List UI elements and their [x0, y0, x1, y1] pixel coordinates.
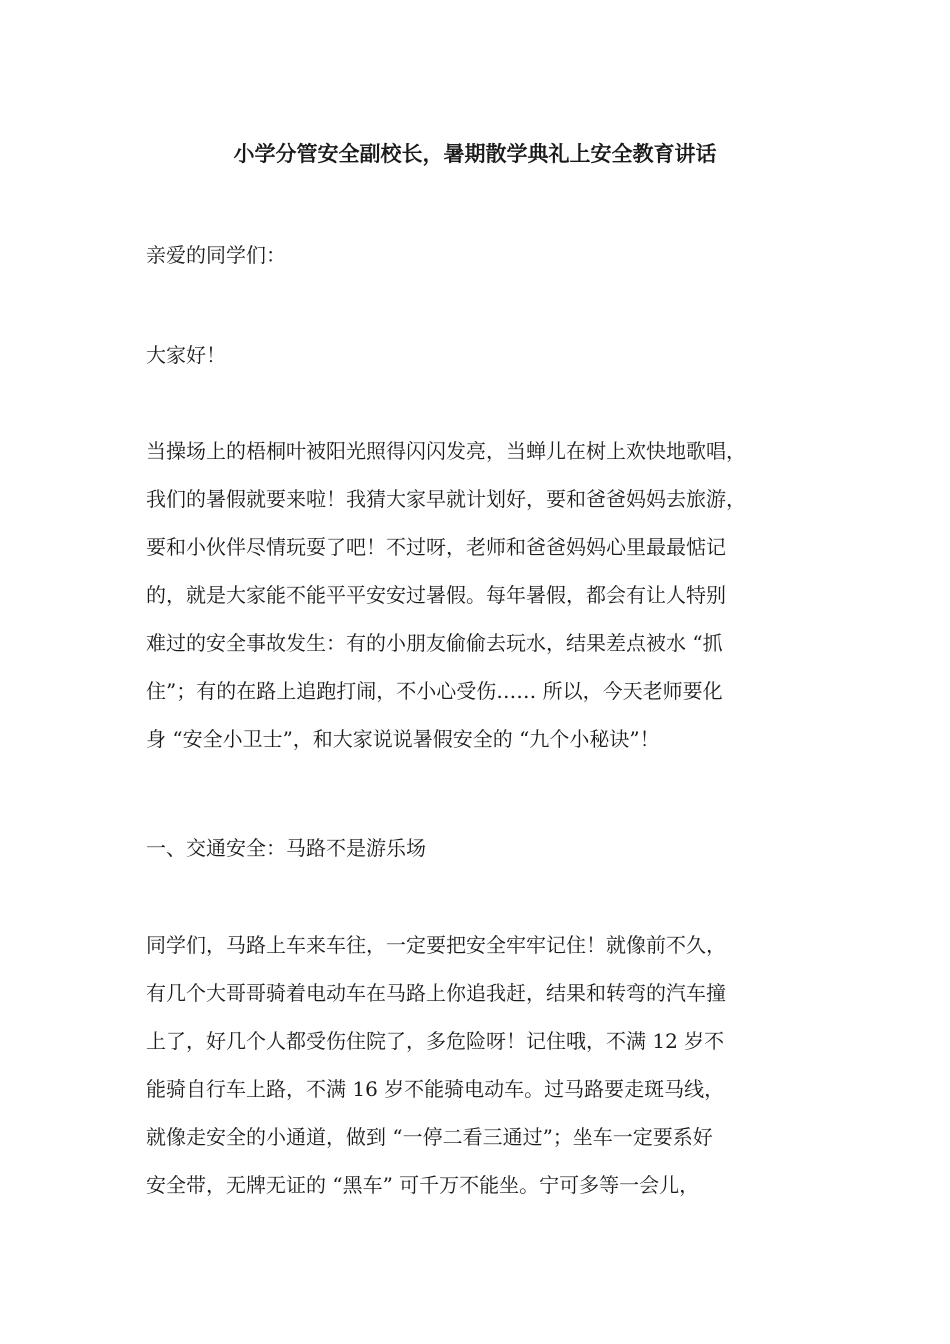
- paragraph-line: 住”；有的在路上追跑打闹，不小心受伤…… 所以，今天老师要化: [146, 679, 723, 703]
- traffic-paragraph: [146, 921, 846, 1209]
- paragraph-line: 身 “安全小卫士”，和大家说说暑假安全的 “九个小秘诀”！: [146, 727, 660, 751]
- paragraph-line: 就像走安全的小通道，做到 “一停二看三通过”；坐车一定要系好: [146, 1125, 713, 1149]
- paragraph-line: 能骑自行车上路，不满 16 岁不能骑电动车。过马路要走斑马线，: [146, 1077, 725, 1101]
- paragraph-line: 有几个大哥哥骑着电动车在马路上你追我赶，结果和转弯的汽车撞: [146, 981, 726, 1005]
- intro-paragraph: [146, 427, 846, 763]
- greeting: 亲爱的同学们：: [146, 243, 286, 267]
- paragraph-line: 我们的暑假就要来啦！我猜大家早就计划好，要和爸爸妈妈去旅游，: [146, 487, 746, 511]
- document-title: 小学分管安全副校长，暑期散学典礼上安全教育讲话: [233, 141, 717, 166]
- paragraph-line: 安全带，无牌无证的 “黑车” 可千万不能坐。宁可多等一会儿，: [146, 1173, 700, 1197]
- hello-line: 大家好！: [146, 343, 226, 367]
- paragraph-line: 上了，好几个人都受伤住院了，多危险呀！记住哦，不满 12 岁不: [146, 1029, 725, 1053]
- paragraph-line: 当操场上的梧桐叶被阳光照得闪闪发亮，当蝉儿在树上欢快地歌唱，: [146, 439, 746, 463]
- paragraph-line: 要和小伙伴尽情玩耍了吧！不过呀，老师和爸爸妈妈心里最最惦记: [146, 535, 726, 559]
- section-heading-traffic: 一、交通安全：马路不是游乐场: [146, 836, 426, 860]
- paragraph-line: 难过的安全事故发生：有的小朋友偷偷去玩水，结果差点被水 “抓: [146, 631, 723, 655]
- paragraph-line: 同学们，马路上车来车往，一定要把安全牢牢记住！就像前不久，: [146, 933, 726, 957]
- paragraph-line: 的，就是大家能不能平平安安过暑假。每年暑假，都会有让人特别: [146, 583, 726, 607]
